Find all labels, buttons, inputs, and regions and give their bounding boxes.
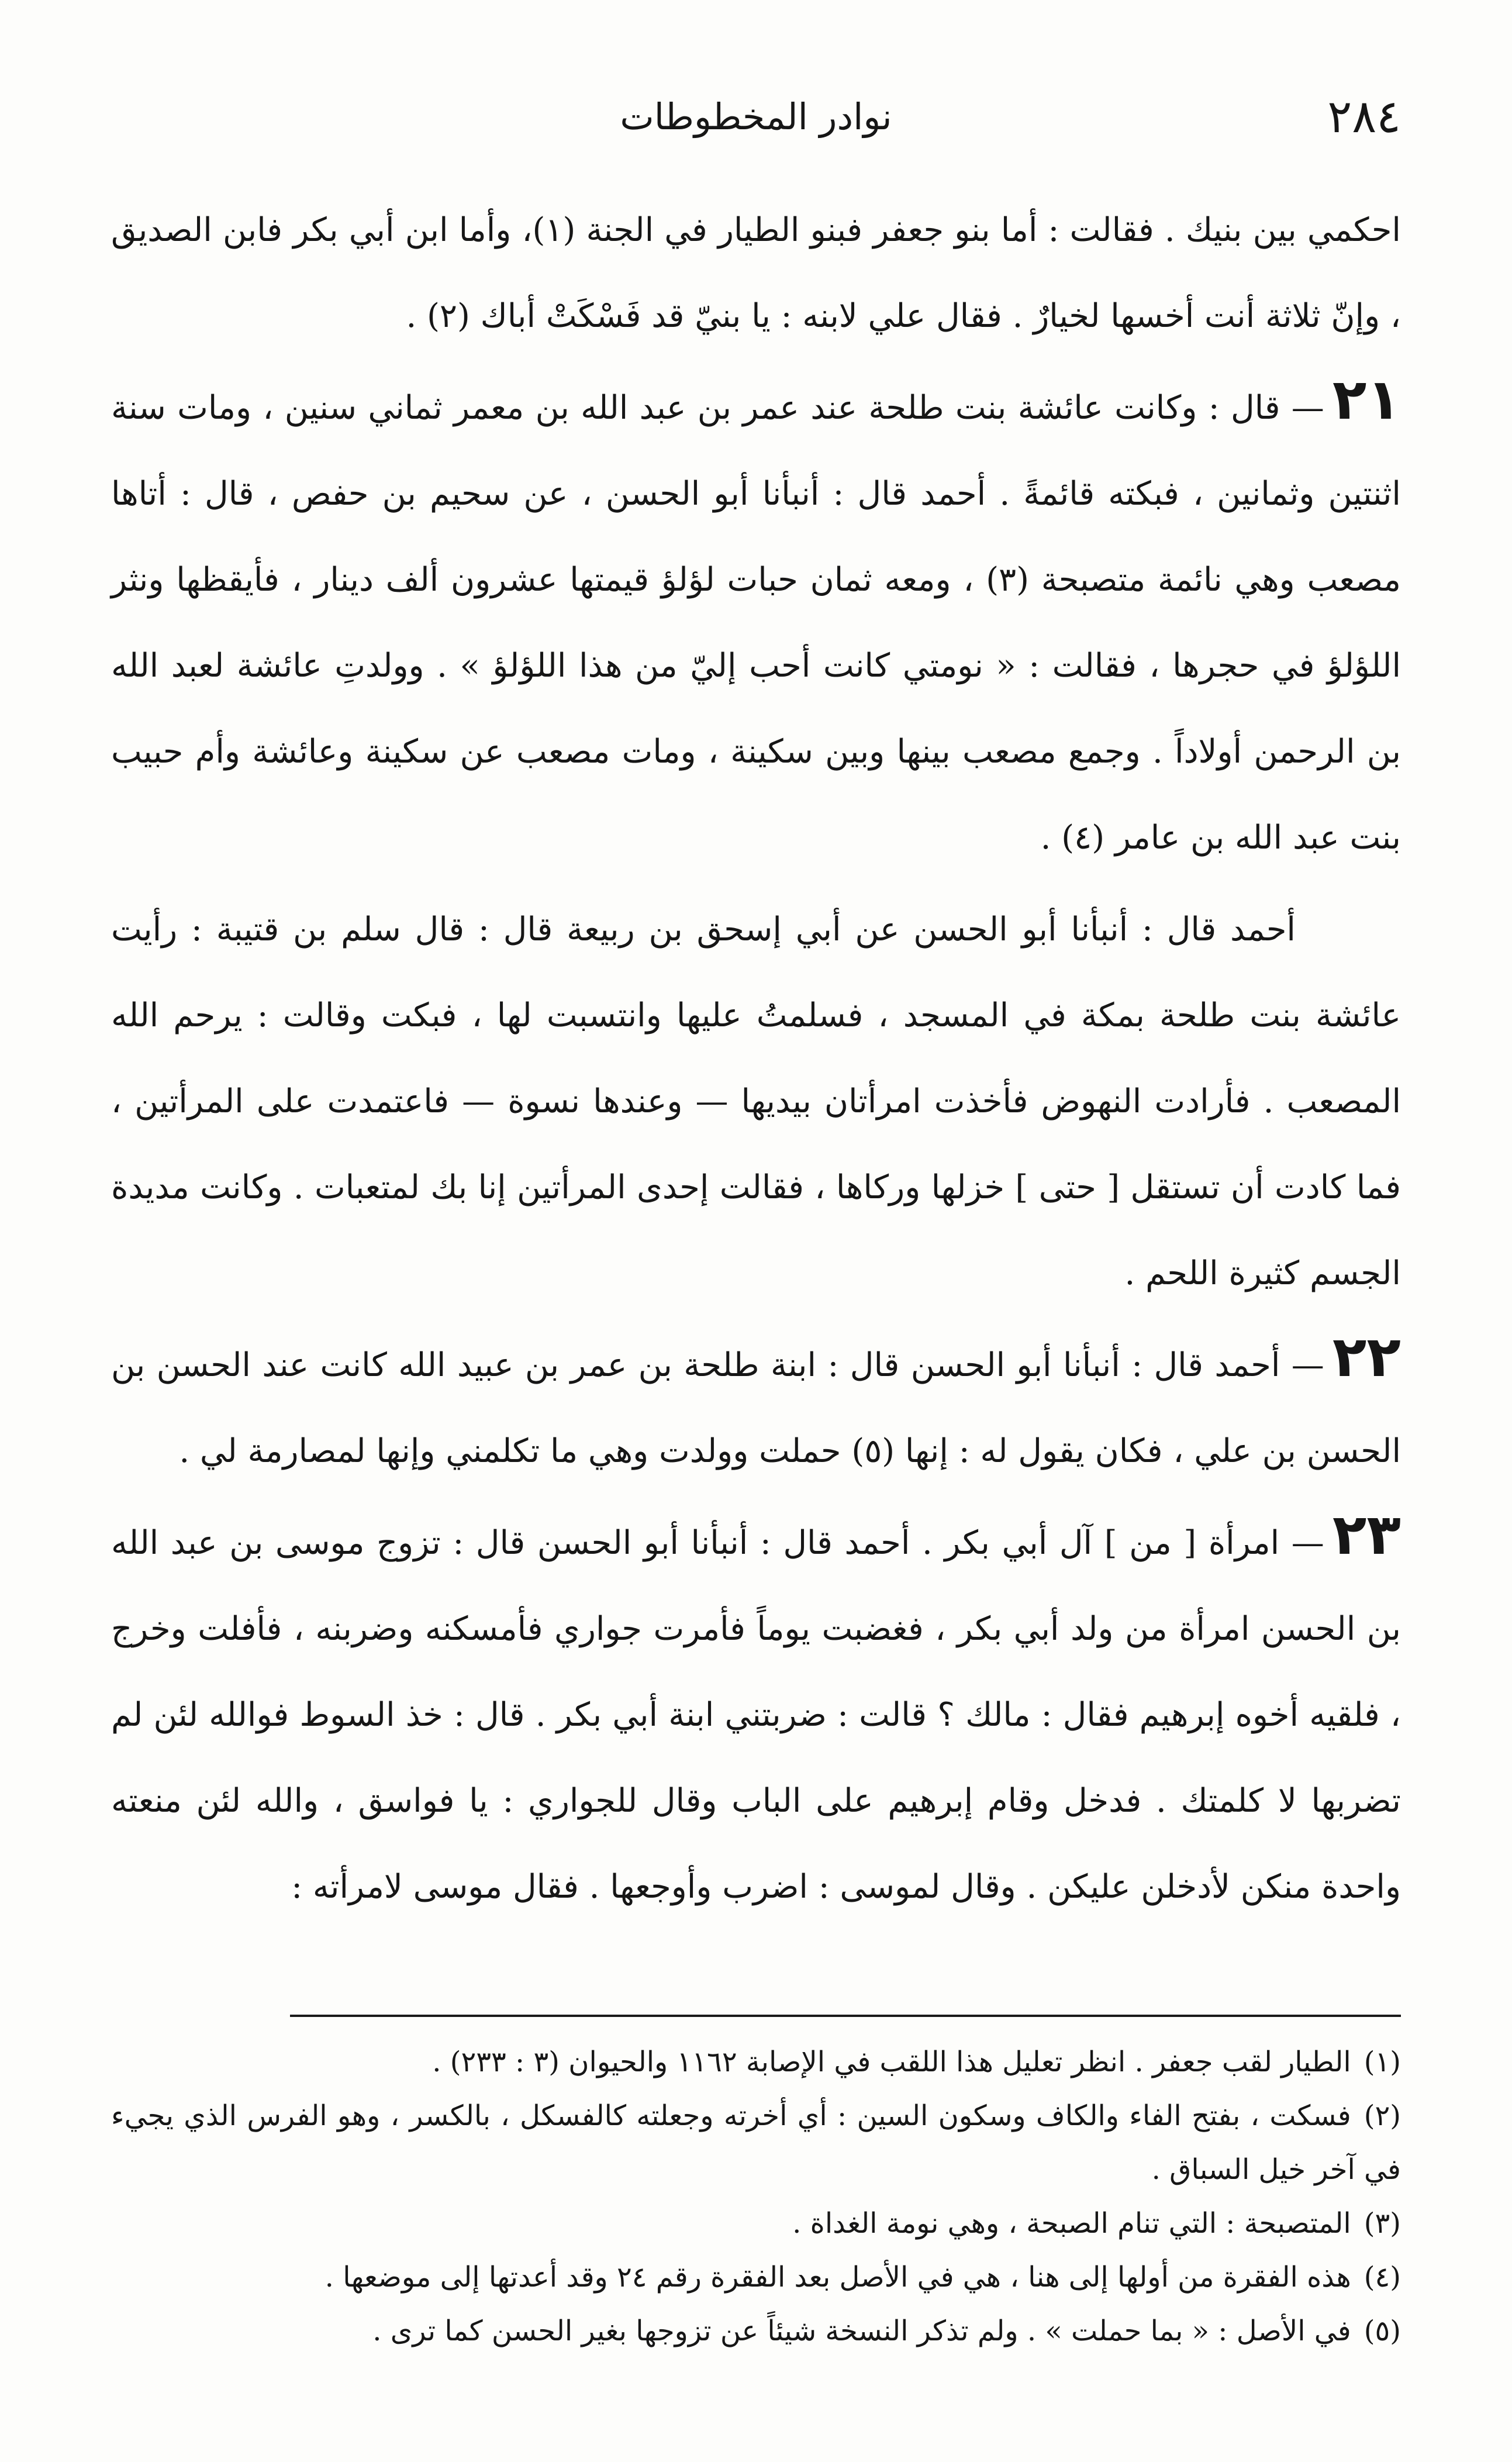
paragraph-intro bbox=[111, 187, 1401, 359]
paragraph-ahmad bbox=[111, 887, 1401, 1316]
paragraph-number: ٢٣ bbox=[1332, 1502, 1401, 1567]
main-text bbox=[111, 187, 1401, 1936]
footnote-5 bbox=[111, 2304, 1401, 2358]
paragraph-number: ٢١ bbox=[1332, 367, 1401, 432]
footnote-text: الطيار لقب جعفر . انظر تعليل هذا اللقب في الإصابة ١١٦٢ والحيوان (٣ : ٢٣٣) . bbox=[432, 2046, 1351, 2078]
footnote-text: في الأصل : « بما حملت » . ولم تذكر النسخة شيئاً عن تزوجها بغير الحسن كما ترى . bbox=[372, 2315, 1351, 2347]
paragraph-text: — أحمد قال : أنبأنا أبو الحسن قال : ابنة طلحة بن عمر بن عبيد الله كانت عند الحسن بن الحسن بن علي ، فكان يقول له : إنها (٥) حملت وولدت وهي ما تكلمني وإنها لمصارمة لي . bbox=[111, 1346, 1401, 1470]
footnote-text: المتصبحة : التي تنام الصبحة ، وهي نومة الغداة . bbox=[792, 2207, 1351, 2240]
footnote-divider bbox=[290, 2015, 1401, 2017]
page-number: ٢٨٤ bbox=[1327, 91, 1401, 143]
footnote-3 bbox=[111, 2197, 1401, 2250]
paragraph-number: ٢٢ bbox=[1332, 1324, 1401, 1389]
running-title: نوادر المخطوطات bbox=[620, 95, 892, 138]
footnote-text: فسكت ، بفتح الفاء والكاف وسكون السين : أي أخرته وجعلته كالفسكل ، بالكسر ، وهو الفرس الذي يجيء في آخر خيل السباق . bbox=[111, 2099, 1401, 2186]
paragraph-21 bbox=[111, 365, 1401, 881]
footnotes bbox=[111, 2035, 1401, 2358]
footnote-number: (١) bbox=[1363, 2046, 1401, 2078]
paragraph-23 bbox=[111, 1500, 1401, 1930]
paragraph-text: أحمد قال : أنبأنا أبو الحسن عن أبي إسحق بن ربيعة قال : قال سلم بن قتيبة : رأيت عائشة بنت طلحة بمكة في المسجد ، فسلمتُ عليها وانتسبت لها ، فبكت وقالت : يرحم الله المصعب . فأرادت النهوض فأخذت امرأتان بيديها — وعندها نسوة — فاعتمدت على المرأتين ، فما كادت أن تستقل [ حتى ] خزلها وركاها ، فقالت إحدى المرأتين إنا بك لمتعبات . وكانت مديدة الجسم كثيرة اللحم . bbox=[111, 911, 1401, 1292]
footnote-number: (٥) bbox=[1363, 2315, 1401, 2347]
footnote-1 bbox=[111, 2035, 1401, 2089]
paragraph-text: — قال : وكانت عائشة بنت طلحة عند عمر بن عبد الله بن معمر ثماني سنين ، ومات سنة اثنتين وثمانين ، فبكته قائمةً . أحمد قال : أنبأنا أبو الحسن ، عن سحيم بن حفص ، قال : أتاها مصعب وهي نائمة متصبحة (٣) ، ومعه ثمان حبات لؤلؤ قيمتها عشرون ألف دينار ، فأيقظها ونثر اللؤلؤ في حجرها ، فقالت : « نومتي كانت أحب إليّ من هذا اللؤلؤ » . وولدتِ عائشة لعبد الله بن الرحمن أولاداً . وجمع مصعب بينها وبين سكينة ، ومات مصعب عن سكينة وعائشة وأم حبيب بنت عبد الله بن عامر (٤) . bbox=[111, 389, 1401, 857]
footnote-number: (٣) bbox=[1363, 2207, 1401, 2240]
footnote-4 bbox=[111, 2250, 1401, 2304]
footnote-text: هذه الفقرة من أولها إلى هنا ، هي في الأصل بعد الفقرة رقم ٢٤ وقد أعدتها إلى موضعها . bbox=[325, 2261, 1351, 2294]
footnote-number: (٢) bbox=[1363, 2099, 1401, 2132]
page-header bbox=[111, 88, 1401, 152]
paragraph-text: احكمي بين بنيك . فقالت : أما بنو جعفر فبنو الطيار في الجنة (١)، وأما ابن أبي بكر فابن الصديق ، وإنّ ثلاثة أنت أخسها لخيارٌ . فقال علي لابنه : يا بنيّ قد فَسْكَتْ أباك (٢) . bbox=[111, 211, 1401, 335]
paragraph-22 bbox=[111, 1322, 1401, 1494]
footnote-number: (٤) bbox=[1363, 2261, 1401, 2294]
footnote-2 bbox=[111, 2089, 1401, 2197]
paragraph-text: — امرأة [ من ] آل أبي بكر . أحمد قال : أنبأنا أبو الحسن قال : تزوج موسى بن عبد الله بن الحسن امرأة من ولد أبي بكر ، فغضبت يوماً فأمرت جواري فأمسكنه وضربنه ، فأفلت وخرج ، فلقيه أخوه إبرهيم فقال : مالك ؟ قالت : ضربتني ابنة أبي بكر . قال : خذ السوط فوالله لئن لم تضربها لا كلمتك . فدخل وقام إبرهيم على الباب وقال للجواري : يا فواسق ، والله لئن منعته واحدة منكن لأدخلن عليكن . وقال لموسى : اضرب وأوجعها . فقال موسى لامرأته : bbox=[111, 1524, 1401, 1906]
